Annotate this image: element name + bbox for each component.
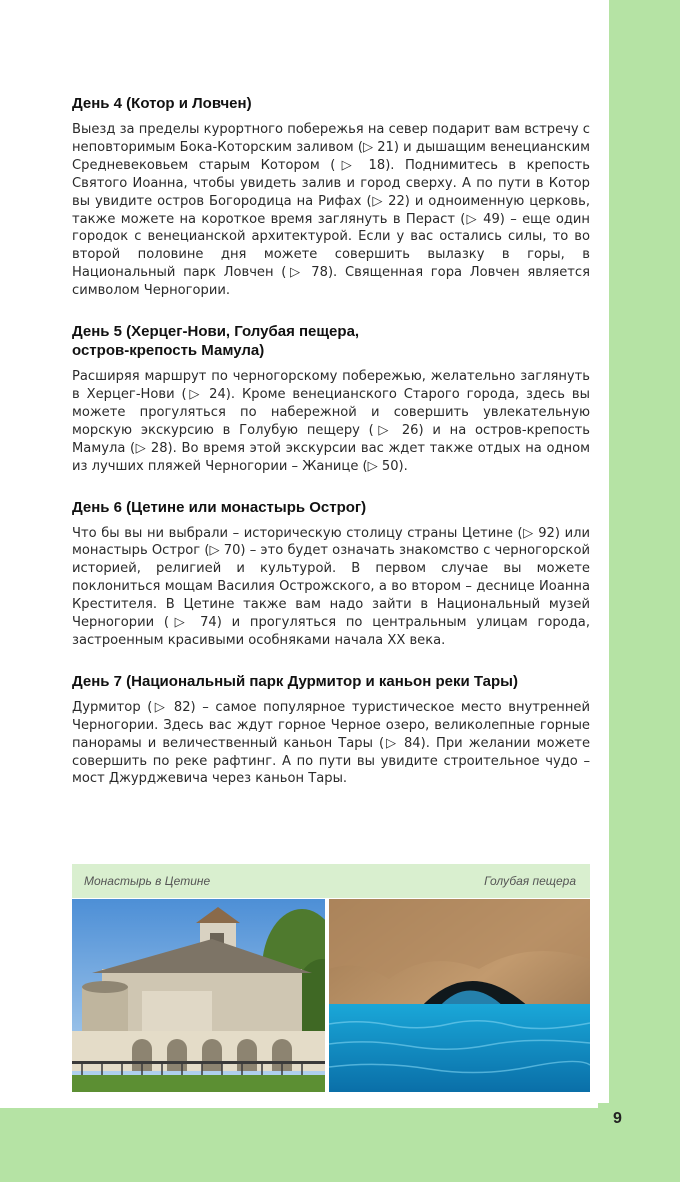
day-7-heading: День 7 (Национальный парк Дурмитор и каньон реки Тары): [72, 672, 518, 690]
day-5-text: Расширяя маршрут по черногорскому побережью, желательно заглянуть в Херцег-Нови (▷ 24). Кроме венецианского Старого города, здесь вы можете прогуляться по набережной и совершить увлекательную морскую экскурсию в Голубую пещеру (▷ 26) и на остров-крепость Мамула (▷ 28). Во время этой экскурсии вас ждет также отдых на одном из лучших пляжей Черногории – Жанице (▷ 50).: [72, 369, 590, 474]
monastery-photo: [72, 899, 325, 1092]
caption-bar: [72, 864, 590, 898]
day-6-text: Что бы вы ни выбрали – историческую столицу страны Цетине (▷ 92) или монастырь Острог (▷ 70) – это будет означать знакомство с черногорской историей, религией и культурой. В первом случае вы можете поклониться мощам Василия Острожского, а во втором – деснице Иоанна Крестителя. В Цетине также вам надо зайти в Национальный музей Черногории (▷ 74) и прогуляться по центральным улицам города, застроенным красивыми особняками начала XX века.: [72, 525, 590, 648]
day-4-section: [72, 94, 590, 300]
page-number-box: [598, 1103, 680, 1182]
day-4-heading: День 4 (Котор и Ловчен): [72, 95, 252, 112]
blue-cave-photo: [329, 899, 590, 1092]
caption-right: Голубая пещера: [484, 874, 576, 888]
article-body: [72, 94, 590, 808]
photo-block: [72, 864, 590, 1092]
side-accent-band: [609, 0, 680, 1103]
bottom-accent-band: [0, 1108, 680, 1182]
day-6-section: [72, 498, 590, 650]
day-5-heading: День 5 (Херцег-Нови, Голубая пещера, остров-крепость Мамула): [72, 323, 360, 360]
caption-left: Монастырь в Цетине: [84, 874, 211, 888]
day-7-text: Дурмитор (▷ 82) – самое популярное туристическое место внутренней Черногории. Здесь вас ждут горное Черное озеро, великолепные горные панорамы и величественный каньон Тары (▷ 84). При желании можете совершить по реке рафтинг. А по пути вы увидите строительное чудо – мост Джурджевича через каньон Тары.: [72, 699, 590, 787]
day-4-text: Выезд за пределы курортного побережья на север подарит вам встречу с неповторимым Бока-Которским заливом (▷ 21) и дышащим венецианским Средневековьем старым Котором (▷ 18). Поднимитесь в крепость Святого Иоанна, чтобы увидеть залив и город сверху. А по пути в Котор вы увидите остров Богородица на Рифах (▷ 22) и одноименную церковь, также можете на короткое время заглянуть в Пераст (▷ 49) – еще один городок с венецианской архитектурой. Если у вас остались силы, то во второй половине дня можете совершить вылазку в горы, в Национальный парк Ловчен (▷ 78). Священная гора Ловчен является символом Черногории.: [72, 122, 590, 299]
day-6-heading: День 6 (Цетине или монастырь Острог): [72, 498, 367, 516]
day-7-section: [72, 672, 590, 789]
page-number: 9: [613, 1110, 622, 1127]
day-5-section: [72, 322, 590, 475]
